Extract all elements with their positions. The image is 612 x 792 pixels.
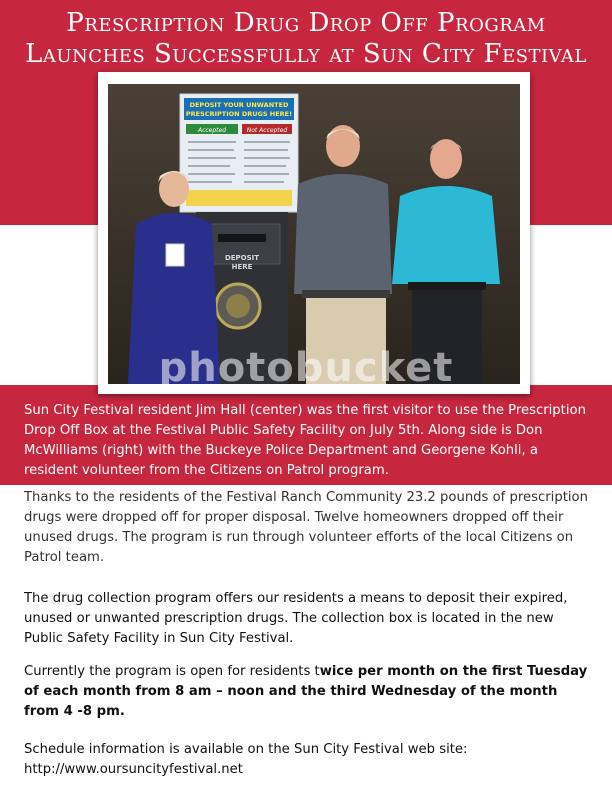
title-line-1: Prescription Drug Drop Off Program	[66, 8, 546, 38]
paragraph-program: The drug collection program offers our residents a means to deposit their expired, unused or unwanted prescription drugs. The collection box is located in the new Public Safety Facility in Sun City Festival.	[24, 591, 568, 646]
page-title	[0, 8, 612, 70]
photo	[108, 84, 520, 384]
website-url[interactable]: http://www.oursuncityfestival.net	[24, 762, 243, 777]
paragraph-website	[24, 740, 590, 780]
photo-frame	[98, 72, 530, 394]
photo-caption: Sun City Festival resident Jim Hall (center) was the first visitor to use the Prescription Drop Off Box at the Festival Public Safety Facility on July 5th. Along side is Don McWilliams (right) with the Buckeye Police Department and Georgene Kohli, a resident volunteer from the Citizens on Patrol program.	[24, 403, 586, 478]
photo-illustration	[108, 84, 520, 384]
poster-not-accepted: Not Accepted	[246, 127, 288, 134]
website-intro: Schedule information is available on the Sun City Festival web site:	[24, 742, 468, 757]
schedule-lead: Currently the program is open for residents t	[24, 664, 320, 679]
deposit-label-2: HERE	[231, 263, 253, 271]
drop-box-poster	[180, 94, 298, 212]
paragraph-schedule	[24, 662, 590, 722]
photobucket-watermark: photobucket	[158, 345, 454, 391]
poster-heading-1: DEPOSIT YOUR UNWANTED	[189, 101, 289, 109]
poster-heading-2: PRESCRIPTION DRUGS HERE!	[185, 110, 293, 118]
poster-accepted: Accepted	[197, 127, 227, 134]
paragraph-results: Thanks to the residents of the Festival Ranch Community 23.2 pounds of prescription drugs were dropped off for proper disposal. Twelve homeowners dropped off their unused drugs. The program is run through volunteer efforts of the local Citizens on Patrol team.	[24, 490, 588, 565]
deposit-label-1: DEPOSIT	[224, 254, 260, 262]
title-line-2: Launches Successfully at Sun City Festival	[25, 39, 587, 69]
schedule-times: wice per month on the first Tuesday of each month from 8 am – noon and the third Wednesday of the month from 4 -8 pm.	[24, 664, 588, 719]
